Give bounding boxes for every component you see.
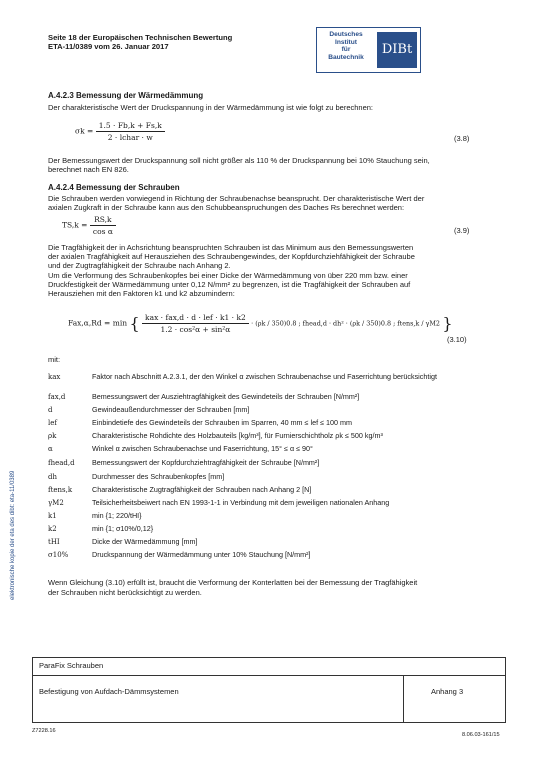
equation-3-9-lhs: TS,k = — [62, 220, 88, 230]
footer-annex: Anhang 3 — [431, 687, 464, 696]
logo-line-2: Institut — [335, 38, 357, 46]
equation-number-3-10: (3.10) — [447, 335, 467, 344]
definition-symbol: fax,d — [48, 393, 66, 401]
definition-symbol: d — [48, 406, 53, 414]
equation-3-8 — [75, 121, 165, 142]
equation-3-8-numerator: 1.5 · Fb,k + Fs,k — [96, 121, 165, 132]
logo-mark: DIBt — [377, 32, 417, 68]
section-2-para-8: Herausziehen mit den Faktoren k1 und k2 abzumindern: — [48, 289, 235, 298]
equation-3-8-lhs: σk = — [75, 126, 94, 136]
equation-number-3-9: (3.9) — [454, 226, 470, 235]
equation-3-10-terms: · (ρk / 350)0.8 ; fhead,d · dh² · (ρk / 350)0.8 ; ftens,k / γM2 — [251, 319, 440, 328]
definition-text: Charakteristische Zugtragfähigkeit der Schrauben nach Anhang 2 [N] — [92, 485, 312, 494]
definition-symbol: k2 — [48, 525, 57, 533]
footer-subject: Befestigung von Aufdach-Dämmsystemen — [39, 687, 179, 696]
definition-symbol: k1 — [48, 512, 57, 520]
equation-3-9-numerator: RS,k — [90, 215, 116, 226]
definition-text: min {1; 220/tHI} — [92, 511, 142, 520]
closing-line-2: der Schrauben nicht berücksichtigt zu werden. — [48, 588, 202, 597]
definition-symbol: σ10% — [48, 551, 69, 559]
header-line-2: ETA-11/0389 vom 26. Januar 2017 — [48, 42, 169, 51]
definition-text: Teilsicherheitsbeiwert nach EN 1993-1-1 in Verbindung mit dem jeweiligen nationalen Anhang — [92, 498, 390, 507]
section-title-4-2-4: A.4.2.4 Bemessung der Schrauben — [48, 183, 180, 192]
equation-number-3-8: (3.8) — [454, 134, 470, 143]
header-line-1: Seite 18 der Europäischen Technischen Bewertung — [48, 33, 233, 42]
footer-right-code: 8.06.03-161/15 — [462, 732, 500, 738]
definition-text: Druckspannung der Wärmedämmung unter 10% Stauchung [N/mm²] — [92, 550, 311, 559]
definition-symbol: tHI — [48, 538, 60, 546]
definition-text: Einbindetiefe des Gewindeteils der Schrauben im Sparren, 40 mm ≤ lef ≤ 100 mm — [92, 418, 352, 427]
definition-text: Winkel α zwischen Schraubenachse und Faserrichtung, 15° ≤ α ≤ 90° — [92, 444, 313, 453]
definition-text: Dicke der Wärmedämmung [mm] — [92, 537, 198, 546]
equation-3-9-denominator: cos α — [92, 227, 113, 236]
section-2-para-3: Die Tragfähigkeit der in Achsrichtung beanspruchten Schrauben ist das Minimum aus den Bemessungswerten — [48, 243, 414, 252]
section-2-para-2: axialen Zugkraft in der Schraube kann aus den Schubbeanspruchungen des Daches Rs berechnet werden: — [48, 203, 405, 212]
sidebar-watermark-text: elektronische kopie der eta des dibt: eta-11/0389 — [10, 470, 16, 600]
equation-3-10-numerator: kax · fax,d · d · lef · k1 · k2 — [142, 313, 249, 324]
equation-3-10-denominator: 1.2 · cos²α + sin²α — [160, 325, 231, 334]
definition-symbol: dh — [48, 473, 57, 481]
section-2-para-7: Druckfestigkeit der Wärmedämmung unter 0,12 N/mm² zu begrenzen, ist die Tragfähigkeit der Schrauben auf — [48, 280, 411, 289]
logo-line-4: Bautechnik — [328, 53, 364, 61]
definition-text: Charakteristische Rohdichte des Holzbauteils [kg/m³], für Furnierschichtholz ρk ≤ 500 kg/m³ — [92, 431, 383, 440]
section-2-para-6: Um die Verformung des Schraubenkopfes bei einer Dicke der Wärmedämmung von über 220 mm bzw. einer — [48, 271, 408, 280]
definition-text: Faktor nach Abschnitt A.2.3.1, der den Winkel α zwischen Schraubenachse und Faserrichtung berücksichtigt — [92, 372, 437, 381]
footer-left-code: Z7228.16 — [32, 728, 56, 734]
closing-line-1: Wenn Gleichung (3.10) erfüllt ist, braucht die Verformung der Konterlatten bei der Bemessung der Tragfähigkeit — [48, 578, 418, 587]
footer-product: ParaFix Schrauben — [39, 661, 104, 670]
dibt-logo — [316, 27, 421, 73]
equation-3-9 — [62, 215, 116, 236]
mit-label: mit: — [48, 355, 61, 364]
section-2-para-1: Die Schrauben werden vorwiegend in Richtung der Schraubenachse beansprucht. Der charakteristische Wert der — [48, 194, 425, 203]
section-1-intro: Der charakteristische Wert der Druckspannung in der Wärmedämmung ist wie folgt zu berechnen: — [48, 103, 374, 112]
footer-box — [32, 657, 506, 723]
logo-line-3: für — [341, 46, 351, 53]
section-title-4-2-3: A.4.2.3 Bemessung der Wärmedämmung — [48, 91, 204, 100]
definition-text: Durchmesser des Schraubenkopfes [mm] — [92, 472, 225, 481]
section-1-note-2: berechnet nach EN 826. — [48, 165, 129, 174]
definition-symbol: ftens,k — [48, 486, 73, 494]
definition-symbol: kax — [48, 373, 61, 381]
definition-text: min {1; σ10%/0,12} — [92, 524, 154, 533]
definition-text: Gewindeaußendurchmesser der Schrauben [mm] — [92, 405, 250, 414]
equation-3-10: Fax,α,Rd = min { $\frac{\text{kax · fax,d · d · lef · k1 · k2}}{\text{1.2 · cos²α + sin²α}}$ · (ρk / 350)0.8 ; fhead,d · dh² · (ρk / 350)0.8 ; ftens,k / γM2 } — [68, 313, 453, 334]
section-1-note-1: Der Bemessungswert der Druckspannung soll nicht größer als 110 % der Druckspannung bei 10% Stauchung sein, — [48, 156, 430, 165]
definition-symbol: γM2 — [48, 499, 64, 507]
definition-text: Bemessungswert der Kopfdurchziehtragfähigkeit der Schraube [N/mm²] — [92, 458, 320, 467]
definition-symbol: α — [48, 445, 53, 453]
equation-3-10-lhs: Fax,α,Rd = min — [68, 318, 128, 328]
section-2-para-5: und der Zugtragfähigkeit der Schraube nach Anhang 2. — [48, 261, 231, 270]
definition-symbol: ρk — [48, 432, 57, 440]
definition-symbol: lef — [48, 419, 57, 427]
definition-text: Bemessungswert der Ausziehtragfähigkeit des Gewindeteils der Schrauben [N/mm²] — [92, 392, 360, 401]
definition-symbol: fhead,d — [48, 459, 75, 467]
section-2-para-4: der axialen Tragfähigkeit auf Herausziehen des Schraubengewindes, der Kopfdurchziehfähigkeit der Schraube — [48, 252, 415, 261]
logo-line-1: Deutsches — [329, 31, 363, 38]
equation-3-8-denominator: 2 · lchar · w — [107, 133, 153, 142]
